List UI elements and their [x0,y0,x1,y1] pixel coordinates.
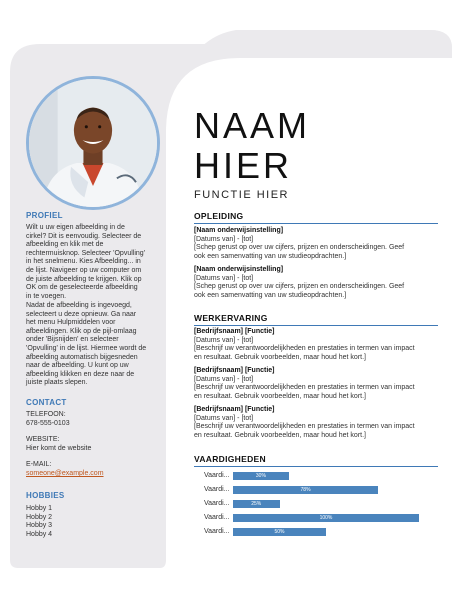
profile-line: Wilt u uw eigen afbeelding in de [26,224,125,231]
hobbies-list [26,505,166,539]
skill-bar: 78% [233,486,378,494]
skill-label: Vaardi... [204,486,230,493]
experience-heading: WERKERVARING [194,313,438,326]
company-name: [Bedrijfsnaam] [Functie] [194,328,275,335]
profile-line: OK om de geselecteerde afbeelding [26,284,138,292]
profile-line: 'Opvulling' in de lijst. Hiermee wordt de [26,344,147,352]
skill-bar: 100% [233,514,419,522]
skill-bar: 50% [233,528,326,536]
email-link[interactable]: someone@example.com [26,469,104,477]
experience-entry [194,367,444,401]
institution-name: [Naam onderwijsinstelling] [194,266,284,273]
experience-entry [194,328,444,362]
skill-row [204,528,444,536]
profile-line: cirkel? Dit is eenvoudig. Selecteer de [26,232,142,240]
website-value: Hier komt de website [26,444,92,452]
hobbies-heading: HOBBIES [26,491,65,500]
profile-line: rechtermuisknop. Selecteer 'Opvulling' [26,249,146,257]
profile-line: in het snelmenu. Kies Afbeelding... in [26,258,141,266]
experience-desc: en resultaat. Gebruik voorbeelden, maar houd het kort.] [194,353,366,361]
education-dates: [Datums van] - [tot] [194,235,254,243]
experience-desc: en resultaat. Gebruik voorbeelden, maar houd het kort.] [194,431,366,439]
email-label: E-MAIL: [26,461,52,469]
profile-line: de juiste afbeelding te krijgen. Klik op [26,275,142,283]
hobby-item: Hobby 1 [26,505,53,512]
skill-row [204,500,444,508]
profile-line: afbeeldingen. Klik op de pijl-omlaag [26,327,137,335]
experience-desc: en resultaat. Gebruik voorbeelden, maar houd het kort.] [194,392,366,400]
skill-row [204,486,444,494]
job-title: FUNCTIE HIER [194,189,289,201]
profile-photo[interactable] [26,76,160,210]
hobby-item: Hobby 2 [26,513,53,521]
skill-row [204,514,444,522]
skill-label: Vaardi... [204,500,230,507]
profile-line: Nadat de afbeelding is ingevoegd, [26,302,132,309]
skills-heading: VAARDIGHEDEN [194,454,438,467]
company-name: [Bedrijfsnaam] [Functie] [194,406,275,413]
name-line-2: HIER [194,145,293,186]
contact-heading: CONTACT [26,398,67,407]
company-name: [Bedrijfsnaam] [Functie] [194,367,275,374]
hobby-item: Hobby 4 [26,530,53,538]
education-desc: ook een samenvatting van uw studieopdrachten.] [194,291,347,299]
profile-line: juiste plaats slepen. [26,379,88,387]
education-entry [194,266,444,300]
experience-dates: [Datums van] - [tot] [194,375,254,383]
profile-line: onder 'Bijsnijden' en selecteer [26,336,119,344]
skill-label: Vaardi... [204,528,230,535]
person-photo-icon [29,79,157,207]
education-heading: OPLEIDING [194,211,438,224]
profile-line: in te voegen. [26,292,67,300]
experience-desc: [Beschrijf uw verantwoordelijkheden en prestaties in termen van impact [194,423,415,431]
experience-desc: [Beschrijf uw verantwoordelijkheden en prestaties in termen van impact [194,345,415,353]
education-desc: [Schep gerust op over uw cijfers, prijzen en onderscheidingen. Geef [194,283,405,291]
skill-label: Vaardi... [204,472,230,479]
profile-heading: PROFIEL [26,211,63,220]
education-dates: [Datums van] - [tot] [194,274,254,282]
phone-label: TELEFOON: [26,411,66,418]
education-entry [194,227,444,261]
education-desc: [Schep gerust op over uw cijfers, prijzen en onderscheidingen. Geef [194,244,405,252]
profile-line: de lijst. Navigeer op uw computer om [26,266,142,274]
contact-block [26,411,166,479]
profile-line: naar de afbeelding. U kunt op uw [26,362,129,370]
skill-label: Vaardi... [204,514,230,521]
experience-entry [194,406,444,440]
skill-row [204,472,444,480]
name-line-1: NAAM [194,105,311,146]
education-desc: ook een samenvatting van uw studieopdrachten.] [194,252,347,260]
profile-line: afbeelding klikken en deze naar de [26,370,135,378]
profile-line: selecteert u deze opnieuw. Ga naar [26,310,137,318]
phone-value: 678-555-0103 [26,419,70,427]
experience-desc: [Beschrijf uw verantwoordelijkheden en prestaties in termen van impact [194,384,415,392]
profile-text-2 [26,302,166,388]
website-label: WEBSITE: [26,436,60,444]
institution-name: [Naam onderwijsinstelling] [194,227,284,234]
experience-dates: [Datums van] - [tot] [194,414,254,422]
profile-line: afbeelding en klik met de [26,241,104,249]
profile-line: het menu Hulpmiddelen voor [26,319,116,327]
skill-bar: 25% [233,500,280,508]
skill-bar: 30% [233,472,289,480]
profile-line: afbeelding automatisch bijgesneden [26,353,138,361]
full-name [194,106,310,186]
profile-text-1 [26,224,166,301]
hobby-item: Hobby 3 [26,522,53,530]
experience-dates: [Datums van] - [tot] [194,336,254,344]
